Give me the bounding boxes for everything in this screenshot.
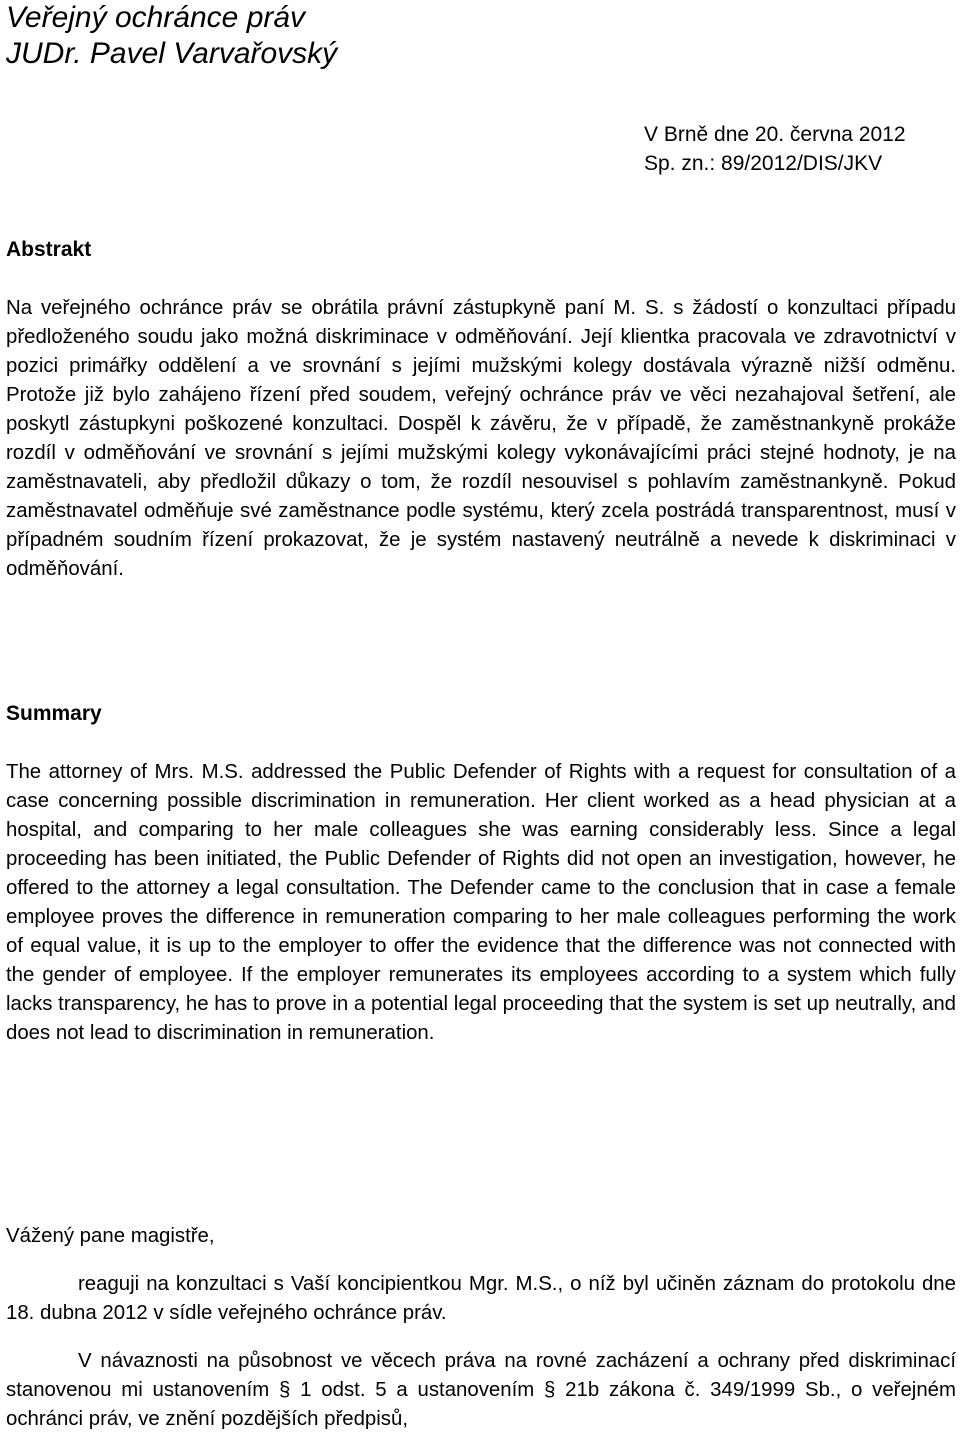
summary-heading: Summary: [6, 702, 102, 725]
header-title-office: Veřejný ochránce práv: [6, 1, 306, 34]
header-title-name: JUDr. Pavel Varvařovský: [6, 37, 338, 70]
letter-salutation: Vážený pane magistře,: [6, 1225, 215, 1247]
letter-paragraph-1: reaguji na konzultaci s Vaší koncipientkou Mgr. M.S., o níž byl učiněn záznam do protokolu dne 18. dubna 2012 v sídle veřejného ochránce práv.: [6, 1273, 956, 1324]
letter-paragraph-2: V návaznosti na působnost ve věcech práva na rovné zacházení a ochrany před diskriminací stanovenou mi ustanovením § 1 odst. 5 a ustanovením § 21b zákona č. 349/1999 Sb., o veřejném ochránci práv, ve znění pozdějších předpisů,: [6, 1350, 956, 1430]
abstract-heading: Abstrakt: [6, 238, 92, 261]
summary-text: The attorney of Mrs. M.S. addressed the Public Defender of Rights with a request for consultation of a case concerning possible discrimination in remuneration. Her client worked as a head physician at a hospital, and comparing to her male colleagues she was earning considerably less. Since a legal proceeding has been initiated, the Public Defender of Rights did not open an investigation, however, he offered to the attorney a legal consultation. The Defender came to the conclusion that in case a female employee proves the difference in remuneration comparing to her male colleagues performing the work of equal value, it is up to the employer to offer the evidence that the difference was not connected with the gender of employee. If the employer remunerates its employees according to a system which fully lacks transparency, he has to prove in a potential legal proceeding that the system is set up neutrally, and does not lead to discrimination in remuneration.: [6, 761, 956, 1044]
abstract-text: Na veřejného ochránce práv se obrátila právní zástupkyně paní M. S. s žádostí o konzultaci případu předloženého soudu jako možná diskriminace v odměňování. Její klientka pracovala ve zdravotnictví v pozici primářky oddělení a ve srovnání s jejími mužskými kolegy dostávala výrazně nižší odměnu. Protože již bylo zahájeno řízení před soudem, veřejný ochránce práv ve věci nezahajoval šetření, ale poskytl zástupkyni poškozené konzultaci. Dospěl k závěru, že v případě, že zaměstnankyně prokáže rozdíl v odměňování ve srovnání s jejími mužskými kolegy vykonávajícími práci stejné hodnoty, je na zaměstnavateli, aby předložil důkazy o tom, že rozdíl nesouvisel s pohlavím zaměstnankyně. Pokud zaměstnavatel odměňuje své zaměstnance podle systému, který zcela postrádá transparentnost, musí v případném soudním řízení prokazovat, že je systém nastavený neutrálně a nevede k diskriminaci v odměňování.: [6, 297, 956, 580]
reference-number: Sp. zn.: 89/2012/DIS/JKV: [644, 152, 883, 175]
date-block: [644, 120, 906, 178]
letter-date: V Brně dne 20. června 2012: [644, 123, 906, 146]
